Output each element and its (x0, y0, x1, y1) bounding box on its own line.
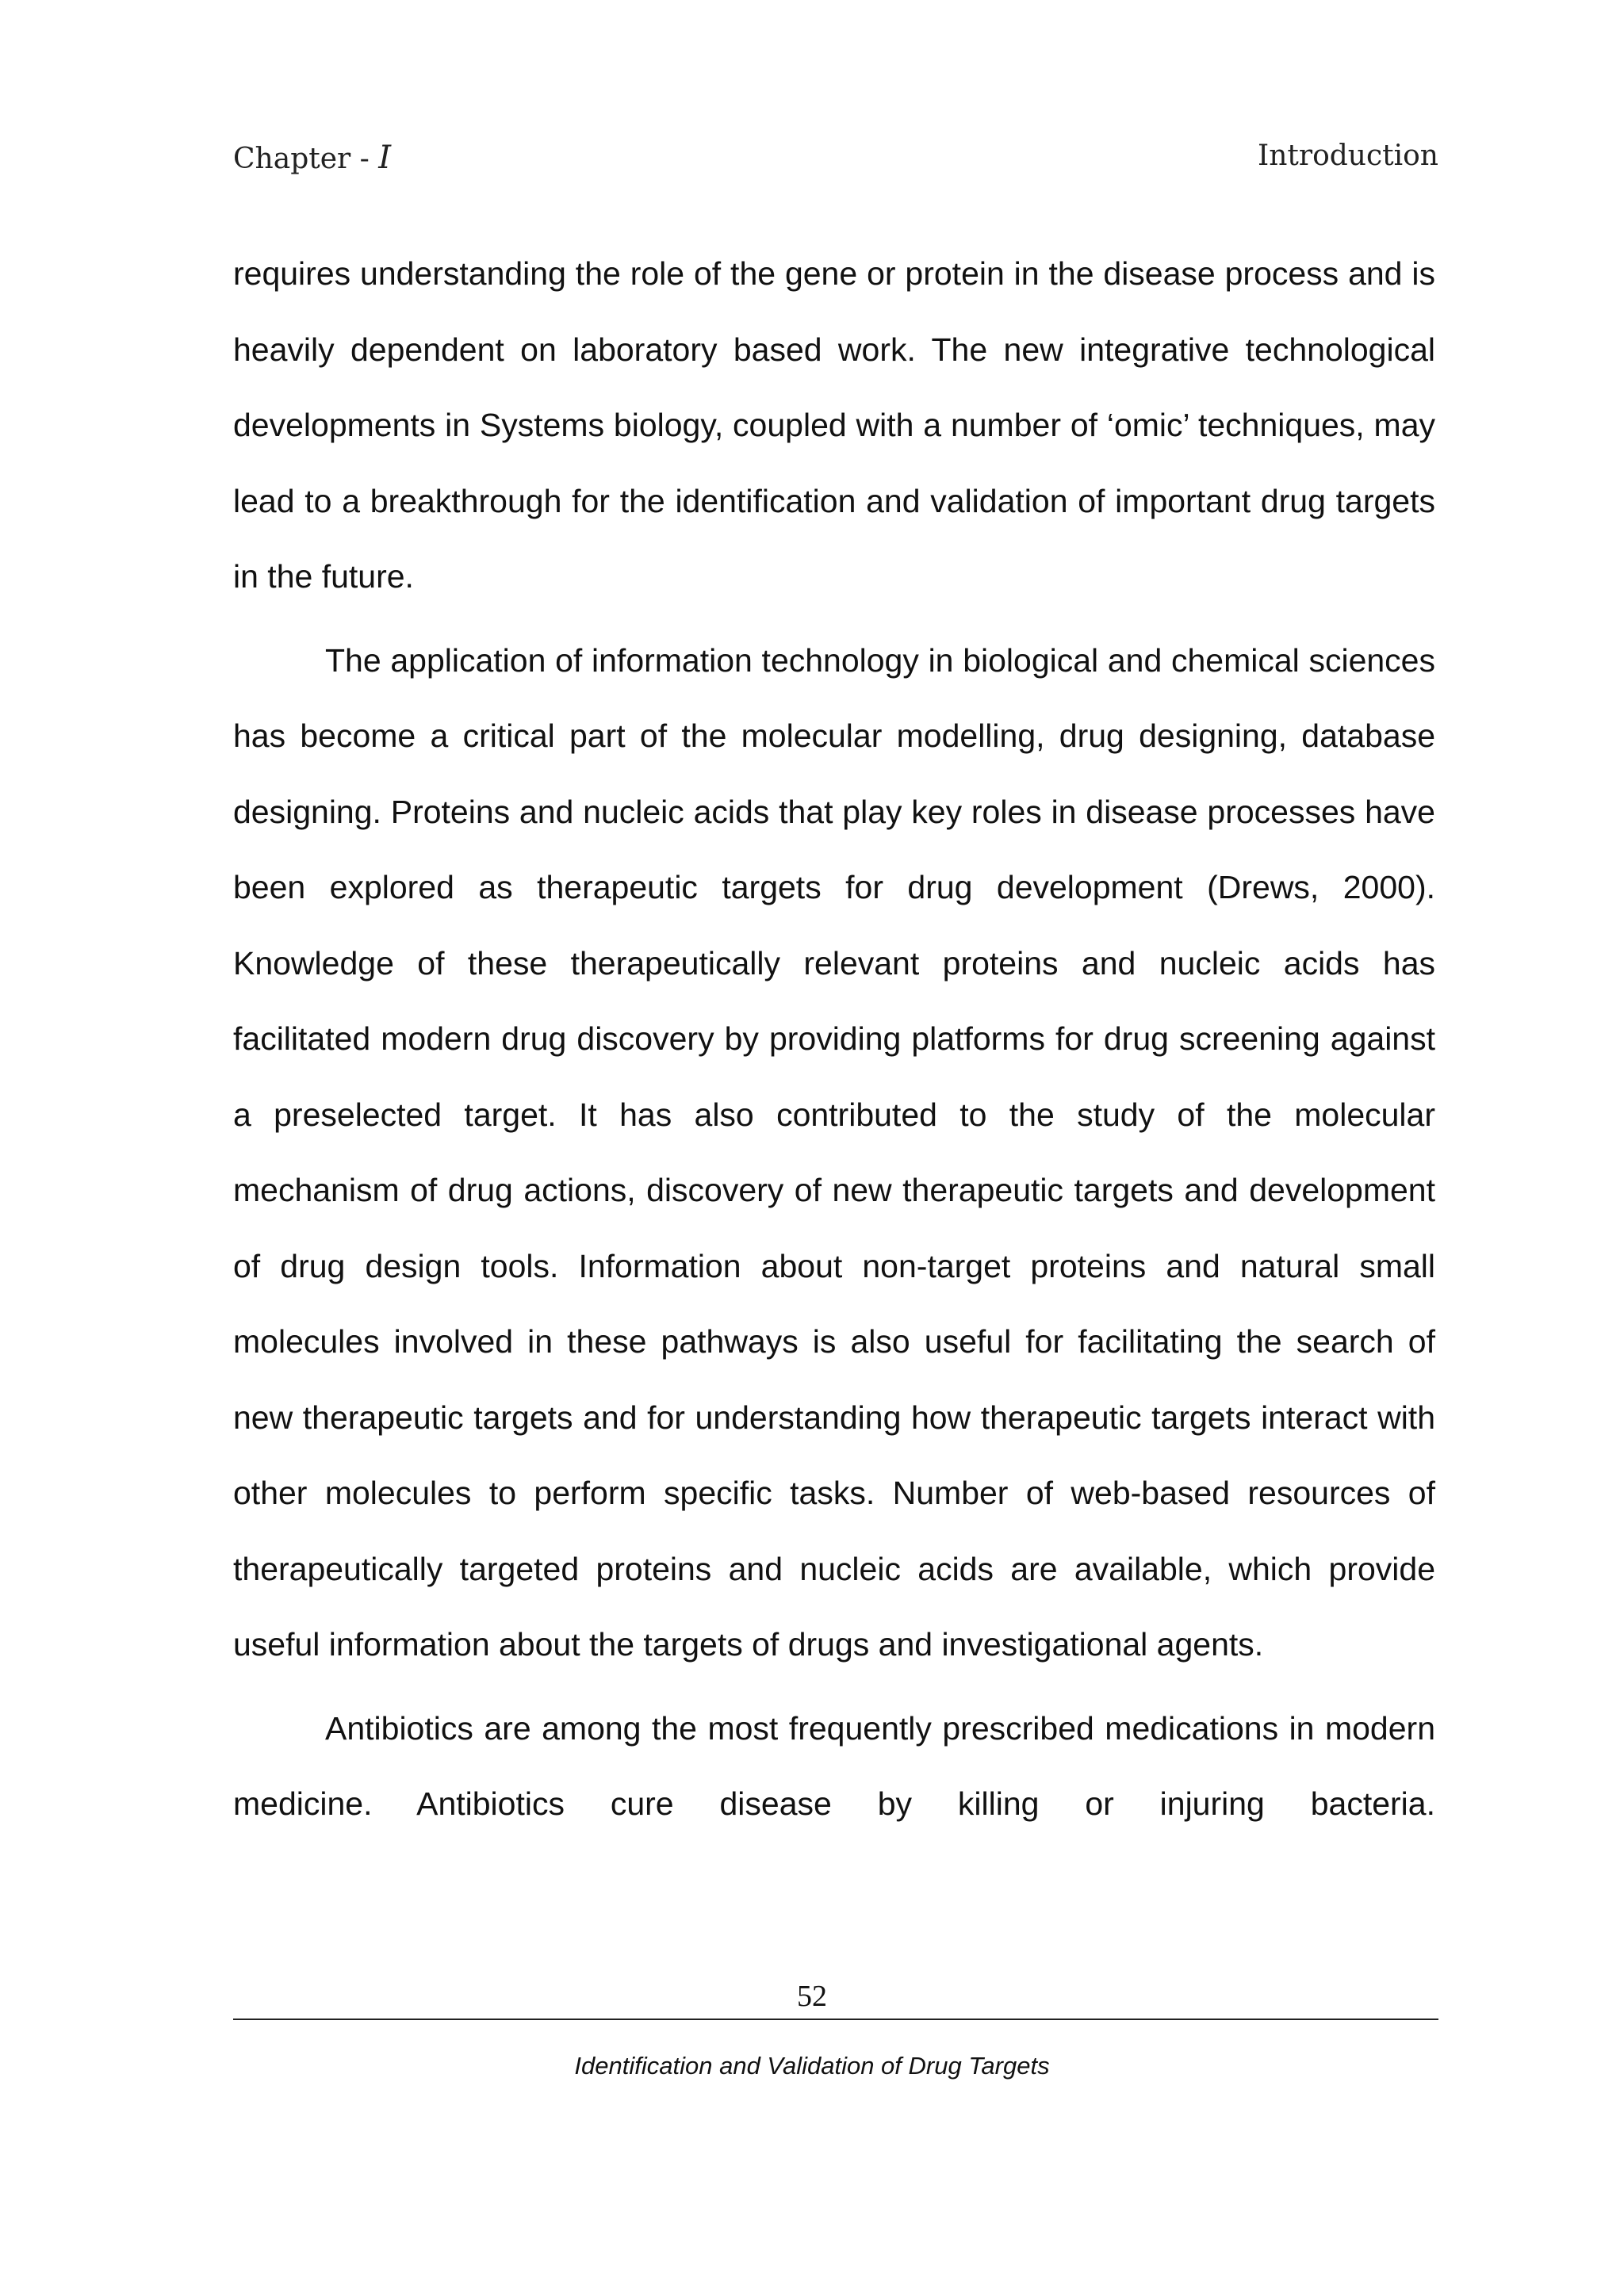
body-text (233, 236, 1435, 1843)
footer-divider (233, 2019, 1438, 2020)
paragraph-2: The application of information technology in biological and chemical sciences has become a critical part of the molecular modelling, drug designing, database designing. Proteins and nucleic acids that play key roles in disease processes have been explored as therapeutic targets for drug development (Drews, 2000). Knowledge of these therapeutically relevant proteins and nucleic acids has facilitated modern drug discovery by providing platforms for drug screening against a preselected target. It has also contributed to the study of the molecular mechanism of drug actions, discovery of new therapeutic targets and development of drug design tools. Information about non-target proteins and natural small molecules involved in these pathways is also useful for facilitating the search of new therapeutic targets and for understanding how therapeutic targets interact with other molecules to perform specific tasks. Number of web-based resources of therapeutically targeted proteins and nucleic acids are available, which provide useful information about the targets of drugs and investigational agents. (233, 641, 1435, 1663)
running-footer-title: Identification and Validation of Drug Targets (574, 2052, 1050, 2080)
chapter-label (233, 140, 391, 176)
paragraph-1: requires understanding the role of the gene or protein in the disease process and is heavily dependent on laboratory based work. The new integrative technological developments in Systems biology, coupled with a number of ‘omic’ techniques, may lead to a breakthrough for the identification and validation of important drug targets in the future. (233, 255, 1435, 595)
paragraph-3: Antibiotics are among the most frequently prescribed medications in modern medicine. Antibiotics cure disease by killing or injuring bacteria. (233, 1709, 1435, 1822)
chapter-label-text: Chapter - (233, 143, 379, 175)
chapter-number: I (378, 140, 392, 176)
page-number: 52 (797, 1980, 827, 2013)
section-title: Introduction (1258, 140, 1438, 172)
running-header (233, 140, 1438, 187)
